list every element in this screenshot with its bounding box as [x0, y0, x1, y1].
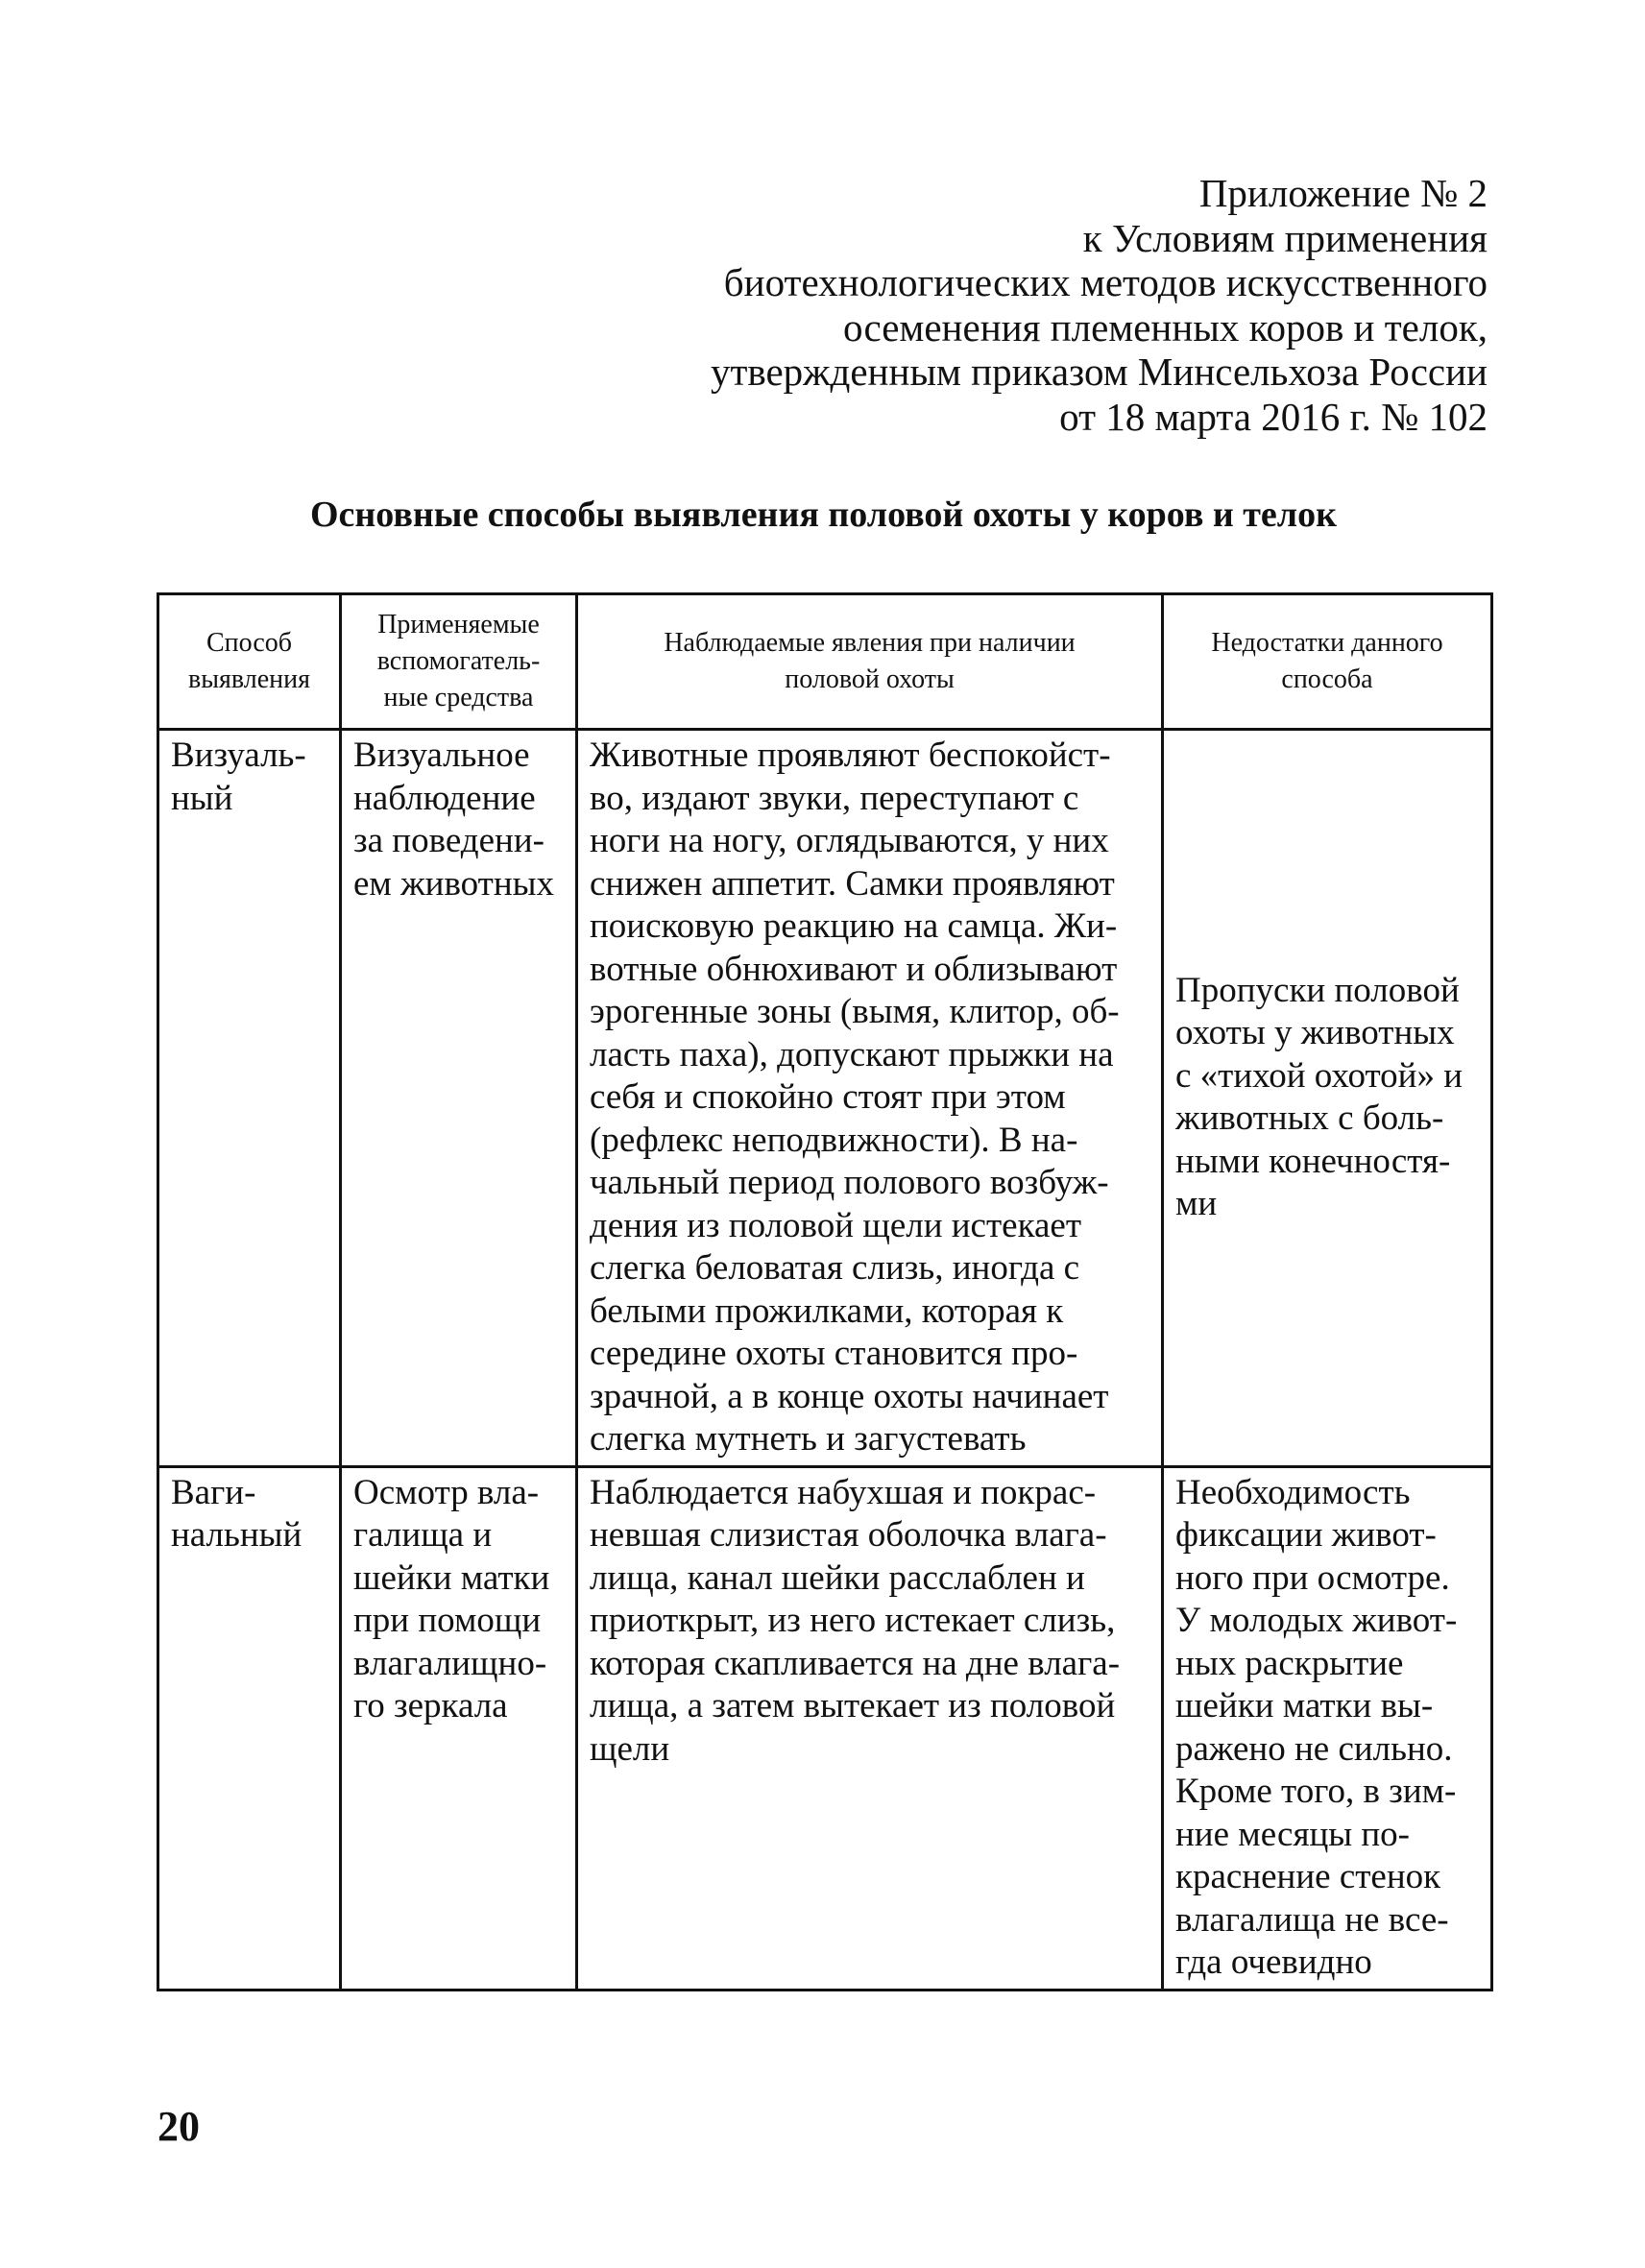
cell-phenomena: Животные проявляют беспокойст- во, издают звуки, переступают с ноги на ногу, оглядываются, у них снижен аппетит. Самки проявляют поисковую реакцию на самца. Жи- вотные обнюхивают и облизывают эрогенные зоны (вымя, клитор, об- ласть паха), допускают прыжки на себя и спокойно стоят при этом (рефлекс неподвижности). В на- чальный период полового возбуж- дения из половой щели истекает слегка беловатая слизь, иногда с белыми прожилками, которая к середине охоты становится про- зрачной, а в конце охоты начинает слегка мутнеть и загустевать — [577, 730, 1163, 1467]
cell-phenomena: Наблюдается набухшая и покрас- невшая слизистая оболочка влага- лища, канал шейки расслаблен и приоткрыт, из него истекает слизь, которая скапливается на дне влага- лища, а затем вытекает из половой щели — [577, 1466, 1163, 1990]
cell-aids: Осмотр вла- галища и шейки матки при помощи влагалищно- го зеркала — [341, 1466, 577, 1990]
appendix-line: от 18 марта 2016 г. № 102 — [1059, 394, 1488, 439]
appendix-header — [527, 171, 1488, 439]
table-row — [158, 1466, 1492, 1990]
header-phenomena: Наблюдаемые явления при наличии половой охоты — [577, 594, 1163, 730]
cell-drawbacks: Необходимость фиксации живот- ного при осмотре. У молодых живот- ных раскрытие шейки матки вы- ражено не сильно. Кроме того, в зим- ние месяцы по- краснение стенок влагалища не все- гда очевидно — [1163, 1466, 1492, 1990]
appendix-line: утвержденным приказом Минсельхоза России — [710, 350, 1488, 394]
cell-method: Визуаль- ный — [158, 730, 341, 1467]
header-method: Способ выявления — [158, 594, 341, 730]
appendix-line: биотехнологических методов искусственного — [723, 260, 1488, 304]
appendix-line: осеменения племенных коров и телок, — [843, 304, 1488, 350]
estrus-detection-table — [157, 592, 1493, 1991]
cell-method: Ваги- нальный — [158, 1466, 341, 1990]
cell-drawbacks: Пропуски половой охоты у животных с «тихой охотой» и животных с боль- ными конечностя- ми — [1163, 730, 1492, 1467]
page-number: 20 — [157, 2103, 200, 2150]
header-drawbacks: Недостатки данного способа — [1163, 594, 1492, 730]
cell-aids: Визуальное наблюдение за поведени- ем животных — [341, 730, 577, 1467]
table-header-row — [158, 594, 1492, 730]
appendix-line: Приложение № 2 — [1198, 171, 1488, 215]
table-row — [158, 730, 1492, 1467]
header-aids: Применяемые вспомогатель- ные средства — [341, 594, 577, 730]
appendix-line: к Условиям применения — [1082, 215, 1488, 260]
document-title: Основные способы выявления половой охоты у коров и телок — [309, 495, 1338, 535]
